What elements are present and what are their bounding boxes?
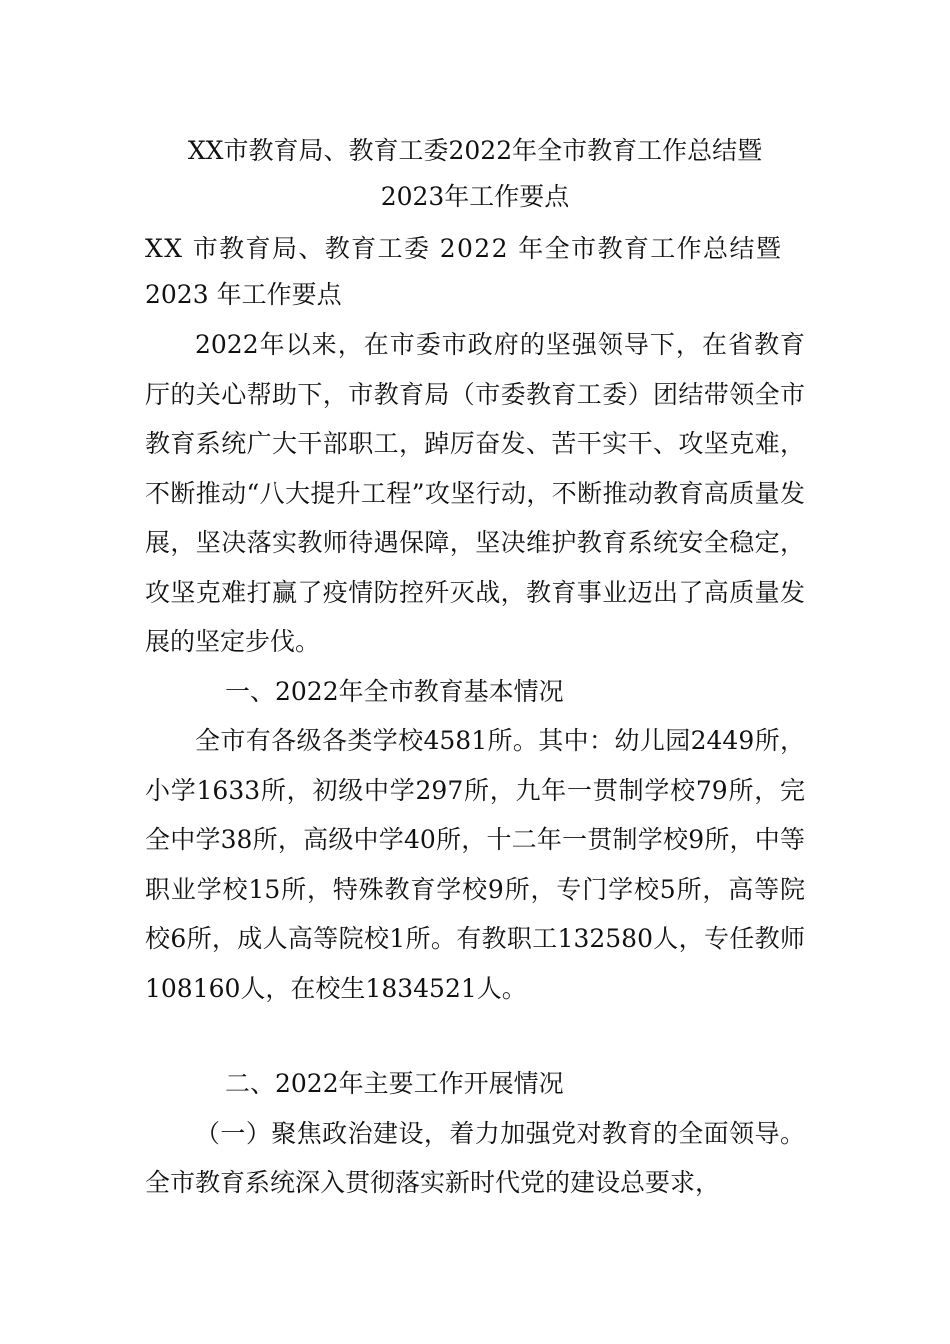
repeated-title-line1: XX 市教育局、教育工委 2022 年全市教育工作总结暨 bbox=[145, 234, 783, 263]
section2-paragraph: （一）聚焦政治建设，着力加强党对教育的全面领导。全市教育系统深入贯彻落实新时代党的建设总要求， bbox=[145, 1118, 805, 1197]
intro-paragraph: 2022年以来，在市委市政府的坚强领导下，在省教育厅的关心帮助下，市教育局（市委教育工委）团结带领全市教育系统广大干部职工，踔厉奋发、苦干实干、攻坚克难，不断推动“八大提升工程”攻坚行动，不断推动教育高质量发展，坚决落实教师待遇保障，坚决维护教育系统安全稳定，攻坚克难打赢了疫情防控歼灭战，教育事业迈出了高质量发展的坚定步伐。 bbox=[145, 330, 805, 656]
repeated-title-line2: 2023 年工作要点 bbox=[145, 280, 342, 309]
document-title-line2: 2023年工作要点 bbox=[380, 182, 570, 211]
section1-heading: 一、2022年全市教育基本情况 bbox=[225, 676, 564, 706]
section1-paragraph: 全市有各级各类学校4581所。其中：幼儿园2449所，小学1633所，初级中学297所，九年一贯制学校79所，完全中学38所，高级中学40所，十二年一贯制学校9所，中等职业学校15所，特殊教育学校9所，专门学校5所，高等院校6所，成人高等院校1所。有教职工132580人，专任教师108160人，在校生1834521人。 bbox=[145, 726, 805, 1003]
document-title-line1: XX市教育局、教育工委2022年全市教育工作总结暨 bbox=[187, 136, 763, 165]
section2-heading: 二、2022年主要工作开展情况 bbox=[225, 1069, 564, 1098]
document-page bbox=[145, 128, 805, 1208]
